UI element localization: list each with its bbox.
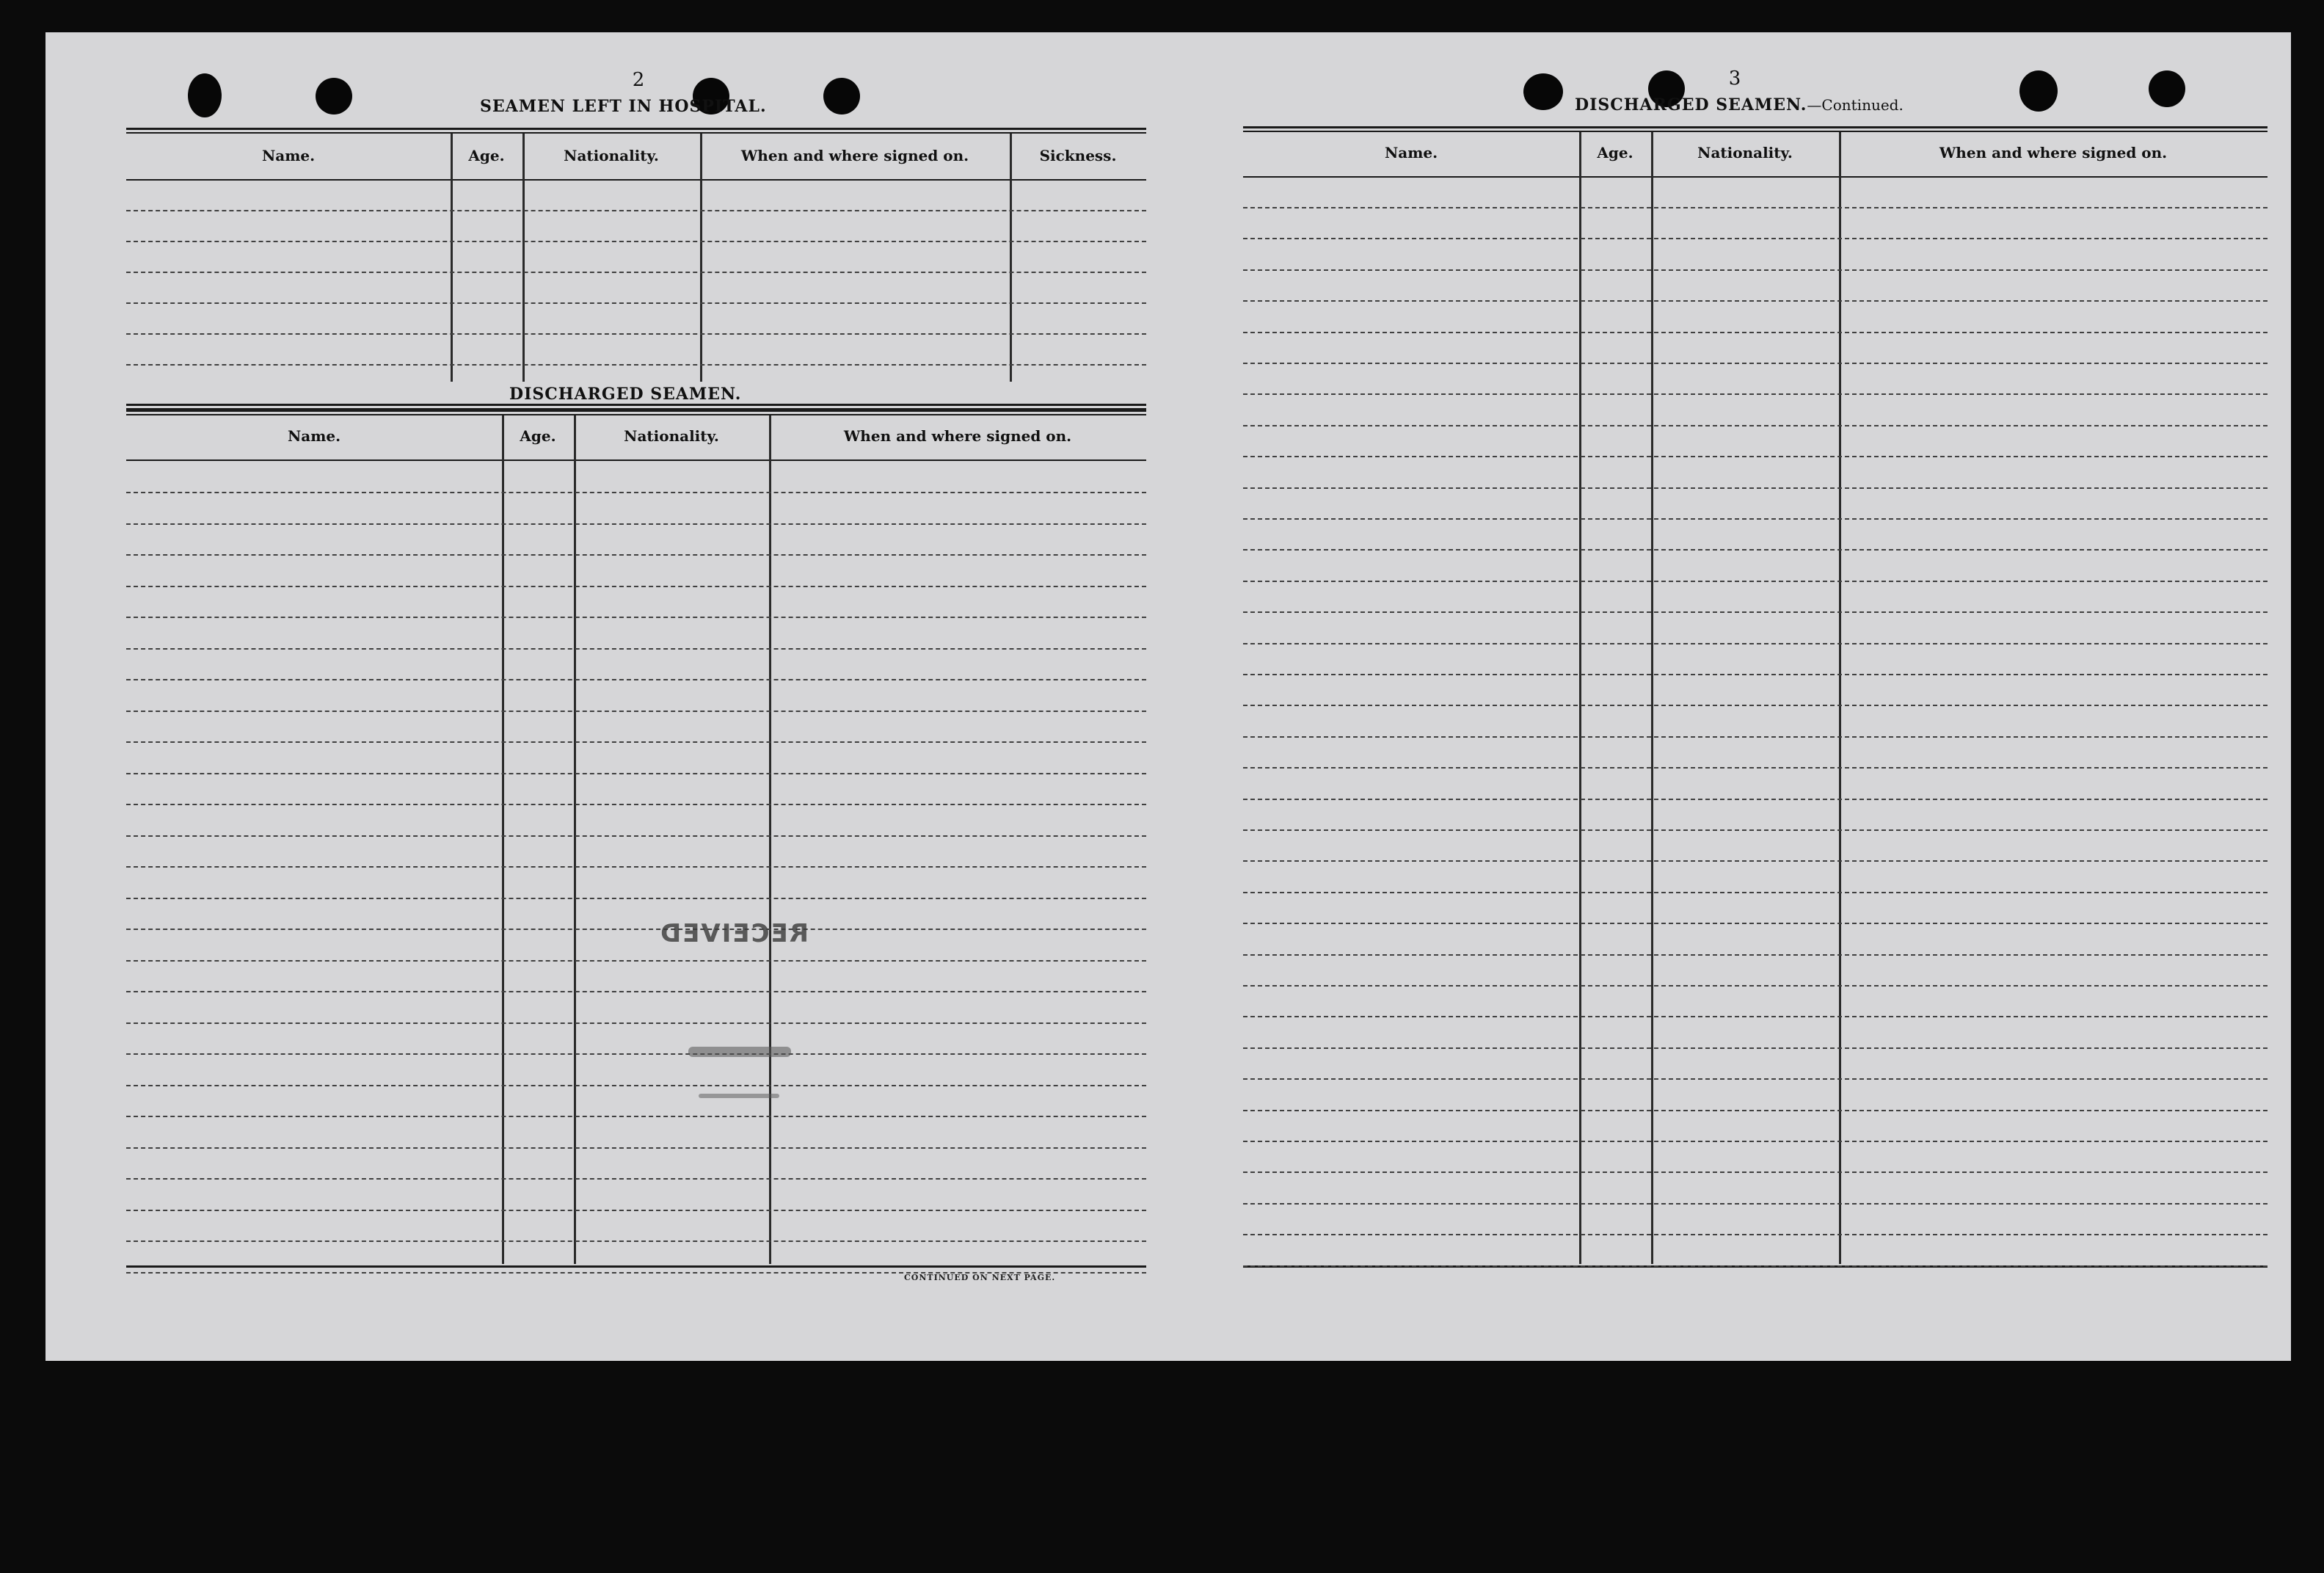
table-row (1243, 581, 2267, 582)
table-row (1243, 643, 2267, 644)
table-row (126, 1053, 1146, 1055)
table-row (1243, 1171, 2267, 1173)
table-row (126, 835, 1146, 837)
table-row (126, 648, 1146, 650)
table-row (1243, 300, 2267, 302)
document-spread (45, 32, 2291, 1361)
table-row (1243, 860, 2267, 862)
table-row (1243, 892, 2267, 893)
stamp-smudge (688, 1047, 791, 1057)
column-header-nationality: Nationality. (1697, 144, 1793, 161)
title-suffix: —Continued. (1807, 96, 1904, 114)
discharged-continued-table (1243, 126, 2267, 1267)
table-row (1243, 1265, 2267, 1267)
table-row (126, 898, 1146, 899)
table-row (126, 1147, 1146, 1149)
column-header-name: Name. (261, 147, 316, 164)
page-number-right: 3 (1728, 68, 1741, 90)
table-row (126, 272, 1146, 273)
column-header-signed-on: When and where signed on. (1939, 144, 2168, 161)
table-row (126, 523, 1146, 525)
table-row (126, 364, 1146, 366)
punch-hole (1523, 73, 1563, 110)
table-row (126, 302, 1146, 304)
table-row (1243, 1234, 2267, 1235)
table-row (1243, 736, 2267, 738)
table-row (126, 711, 1146, 712)
column-header-age: Age. (520, 427, 556, 445)
table-row (1243, 923, 2267, 924)
table-row (126, 1240, 1146, 1242)
table-row (126, 554, 1146, 556)
table-row (126, 1210, 1146, 1211)
table-row (1243, 238, 2267, 239)
discharged-table (126, 410, 1146, 1268)
table-row (126, 929, 1146, 930)
table-row (1243, 269, 2267, 271)
column-header-age: Age. (468, 147, 505, 164)
punch-hole (2149, 70, 2185, 107)
table-row (126, 333, 1146, 335)
table-row (126, 804, 1146, 805)
table-row (1243, 1141, 2267, 1142)
table-row (1243, 207, 2267, 208)
table-row (1243, 425, 2267, 426)
page-number-left: 2 (632, 69, 645, 91)
table-row (1243, 393, 2267, 395)
table-row (1243, 954, 2267, 956)
table-row (126, 1178, 1146, 1180)
table-row (1243, 674, 2267, 675)
discharged-continued-title (1575, 95, 1904, 115)
continued-note: CONTINUED ON NEXT PAGE. (904, 1273, 1056, 1282)
table-row (1243, 1016, 2267, 1017)
table-row (1243, 705, 2267, 706)
column-header-signed-on: When and where signed on. (740, 147, 969, 164)
table-row (1243, 829, 2267, 831)
hospital-section-title: SEAMEN LEFT IN HOSPITAL. (480, 97, 767, 116)
table-row (126, 960, 1146, 962)
table-row (1243, 1047, 2267, 1049)
column-header-name: Name. (1384, 144, 1438, 161)
table-row (126, 679, 1146, 680)
punch-hole (316, 78, 352, 115)
table-row (126, 617, 1146, 618)
table-row (126, 1022, 1146, 1024)
stamp-smudge (699, 1094, 779, 1098)
table-row (1243, 518, 2267, 520)
table-row (1243, 985, 2267, 987)
table-row (126, 741, 1146, 743)
hospital-table (126, 128, 1146, 408)
punch-hole (2019, 70, 2058, 112)
punch-hole (823, 78, 860, 115)
column-header-name: Name. (287, 427, 341, 445)
table-row (126, 210, 1146, 211)
table-row (126, 241, 1146, 242)
table-row (1243, 363, 2267, 364)
table-row (1243, 487, 2267, 489)
table-row (1243, 1078, 2267, 1080)
table-row (1243, 611, 2267, 613)
table-row (1243, 1203, 2267, 1205)
punch-hole (188, 73, 222, 117)
table-row (1243, 549, 2267, 551)
column-header-nationality: Nationality. (564, 147, 659, 164)
table-row (126, 1085, 1146, 1086)
discharged-section-title: DISCHARGED SEAMEN. (509, 385, 742, 404)
column-header-sickness: Sickness. (1039, 147, 1117, 164)
received-stamp: RECEIVED (659, 919, 809, 948)
table-row (126, 586, 1146, 587)
table-row (126, 492, 1146, 493)
title-text: DISCHARGED SEAMEN. (1575, 95, 1807, 115)
table-row (126, 866, 1146, 868)
column-header-age: Age. (1597, 144, 1633, 161)
column-header-nationality: Nationality. (624, 427, 719, 445)
table-row (126, 773, 1146, 774)
table-row (126, 991, 1146, 992)
table-row (126, 1116, 1146, 1117)
table-row (1243, 456, 2267, 457)
table-row (1243, 332, 2267, 333)
table-row (1243, 767, 2267, 769)
column-header-signed-on: When and where signed on. (843, 427, 1072, 445)
table-row (1243, 799, 2267, 800)
table-row (1243, 1110, 2267, 1111)
